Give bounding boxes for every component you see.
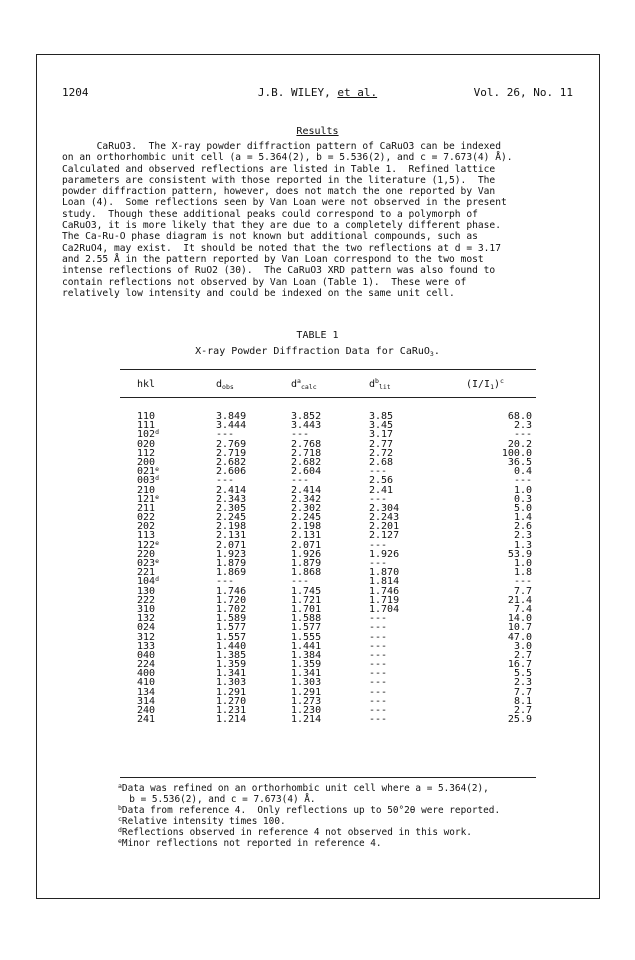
- dlit-sup: b: [375, 377, 379, 385]
- cell-dcalc: 1.384: [291, 649, 322, 661]
- cell-intensity: 2.3: [513, 420, 532, 432]
- cell-dcalc: 2.245: [291, 512, 322, 524]
- col-header-intensity: [466, 379, 504, 390]
- cell-dlit: 2.56: [369, 475, 394, 487]
- table-title-sub: 3: [429, 350, 434, 358]
- cell-hkl: 023e: [137, 557, 159, 569]
- cell-hkl: 022: [137, 512, 156, 524]
- cell-hkl: 410: [137, 677, 156, 689]
- paragraph-line: powder diffraction pattern, however, does not match the one reported by Van: [62, 186, 496, 198]
- cell-hkl: 110: [137, 411, 156, 422]
- cell-dobs: ---: [216, 475, 235, 487]
- cell-dcalc: 1.701: [291, 603, 322, 615]
- cell-dobs: 1.746: [216, 585, 247, 597]
- table-title-text: X-ray Powder Diffraction Data for CaRuO: [195, 346, 430, 357]
- cell-intensity: 5.5: [513, 668, 532, 680]
- cell-dlit: 2.41: [369, 484, 394, 496]
- cell-dobs: 2.719: [216, 447, 247, 459]
- cell-dlit: 2.77: [369, 438, 394, 450]
- cell-hkl: 133: [137, 640, 156, 652]
- cell-intensity: 36.5: [507, 456, 532, 468]
- cell-intensity: 8.1: [513, 695, 532, 707]
- footnote-text: b = 5.536(2), and c = 7.673(4) Å.: [118, 794, 316, 805]
- paragraph-line: intense reflections of RuO2 (30). The CaRuO3 XRD pattern was also found to: [62, 265, 496, 277]
- cell-hkl: 312: [137, 631, 156, 643]
- cell-intensity: ---: [513, 429, 532, 441]
- table-top-rule: [120, 369, 536, 370]
- cell-dobs: 2.198: [216, 521, 247, 533]
- cell-hkl: 220: [137, 548, 156, 560]
- cell-intensity: 10.7: [507, 622, 532, 634]
- cell-dcalc: 2.071: [291, 539, 322, 551]
- cell-dcalc: 1.868: [291, 567, 322, 579]
- cell-hkl: 134: [137, 686, 156, 698]
- cell-dcalc: 1.577: [291, 622, 322, 634]
- cell-dlit: 1.719: [369, 594, 400, 606]
- cell-dobs: ---: [216, 576, 235, 588]
- footnote-line: [118, 805, 578, 816]
- table-row: [0, 421, 635, 430]
- cell-dlit: ---: [369, 686, 388, 698]
- cell-hkl: 024: [137, 622, 156, 634]
- col-header-dobs: [216, 379, 234, 390]
- cell-dobs: 1.869: [216, 567, 247, 579]
- dcalc-sup: a: [297, 377, 301, 385]
- cell-dlit: ---: [369, 668, 388, 680]
- cell-dcalc: ---: [291, 429, 310, 441]
- cell-dlit: ---: [369, 649, 388, 661]
- cell-intensity: 7.7: [513, 686, 532, 698]
- cell-hkl: 221: [137, 567, 156, 579]
- cell-dobs: 1.231: [216, 705, 247, 716]
- paragraph-line: and 2.55 Å in the pattern reported by Van Loan correspond to the two most: [62, 253, 484, 265]
- cell-dlit: ---: [369, 493, 388, 505]
- cell-intensity: 20.2: [507, 438, 532, 450]
- cell-dcalc: 1.214: [291, 714, 322, 726]
- footnote-line: [118, 827, 578, 838]
- cell-dobs: 1.440: [216, 640, 247, 652]
- table-label: TABLE 1: [296, 330, 339, 341]
- cell-dcalc: 1.273: [291, 695, 322, 707]
- cell-hkl: 211: [137, 502, 156, 514]
- cell-intensity: 1.0: [513, 558, 532, 569]
- cell-dcalc: 1.230: [291, 705, 322, 716]
- col-header-dlit: [369, 379, 391, 390]
- cell-intensity: 14.0: [507, 613, 532, 625]
- col-header-hkl: hkl: [137, 379, 156, 390]
- cell-hkl-note: e: [155, 557, 159, 565]
- cell-dcalc: 1.721: [291, 594, 322, 606]
- cell-intensity: 2.7: [513, 649, 532, 661]
- cell-dlit: 2.201: [369, 521, 400, 533]
- footnote-mark: d: [118, 826, 122, 834]
- cell-dobs: 3.849: [216, 411, 247, 422]
- dcalc-sub: calc: [300, 383, 317, 391]
- cell-dlit: ---: [369, 539, 388, 551]
- table-body: [0, 412, 635, 724]
- cell-dlit: 1.704: [369, 603, 400, 615]
- cell-hkl: 020: [137, 438, 156, 450]
- cell-dcalc: 2.302: [291, 502, 322, 514]
- cell-dlit: 1.926: [369, 548, 400, 560]
- cell-intensity: 2.3: [513, 677, 532, 689]
- authors-text: J.B. WILEY,: [257, 86, 338, 99]
- int-suffix: ): [494, 379, 501, 390]
- authors-etal: et al.: [337, 86, 378, 99]
- cell-hkl-note: d: [155, 474, 159, 483]
- footnote-line: [118, 838, 578, 849]
- cell-dlit: ---: [369, 466, 388, 478]
- cell-hkl: 202: [137, 521, 156, 533]
- page-number: 1204: [62, 86, 89, 99]
- footnote-mark: c: [118, 815, 122, 823]
- cell-hkl: 021e: [137, 465, 159, 478]
- cell-dobs: 1.291: [216, 686, 247, 698]
- footnote-line: [118, 783, 578, 794]
- table-row: [0, 715, 635, 724]
- cell-intensity: 1.4: [513, 512, 532, 524]
- cell-dlit: 1.870: [369, 567, 400, 579]
- cell-hkl: 132: [137, 613, 156, 625]
- dlit-sub: lit: [378, 383, 391, 391]
- cell-intensity: 68.0: [507, 411, 532, 422]
- cell-intensity: 0.3: [513, 493, 532, 505]
- cell-dcalc: 1.588: [291, 613, 322, 625]
- int-sup: c: [500, 377, 504, 385]
- cell-hkl-note: e: [155, 538, 159, 547]
- table-footnotes: [118, 783, 578, 849]
- cell-intensity: 7.4: [513, 603, 532, 615]
- cell-intensity: 25.9: [507, 714, 532, 726]
- footnote-text: Relative intensity times 100.: [121, 816, 286, 827]
- cell-intensity: 1.3: [513, 539, 532, 551]
- paragraph-line: CaRuO3. The X-ray powder diffraction pattern of CaRuO3 can be indexed: [62, 141, 501, 152]
- cell-dcalc: 2.682: [291, 456, 322, 468]
- cell-dlit: 2.243: [369, 512, 400, 524]
- cell-intensity: ---: [513, 576, 532, 588]
- cell-dlit: 2.304: [369, 502, 400, 514]
- cell-dlit: 2.68: [369, 456, 394, 468]
- footnote-text: Data was refined on an orthorhombic unit cell where a = 5.364(2),: [121, 783, 489, 794]
- cell-intensity: 21.4: [507, 594, 532, 606]
- cell-dobs: 1.589: [216, 613, 247, 625]
- cell-dobs: 2.682: [216, 456, 247, 468]
- cell-dcalc: 1.879: [291, 558, 322, 569]
- table-bottom-rule: [120, 777, 536, 778]
- dobs-d: d: [216, 379, 223, 390]
- cell-dlit: ---: [369, 631, 388, 643]
- cell-hkl: 241: [137, 714, 156, 726]
- cell-hkl: 400: [137, 668, 156, 680]
- cell-dcalc: 1.291: [291, 686, 322, 698]
- cell-dobs: 1.702: [216, 603, 247, 615]
- cell-hkl: 113: [137, 530, 156, 542]
- cell-dobs: 1.720: [216, 594, 247, 606]
- cell-dcalc: 2.768: [291, 438, 322, 450]
- cell-intensity: ---: [513, 475, 532, 487]
- cell-dcalc: 1.359: [291, 659, 322, 671]
- cell-dcalc: 3.852: [291, 411, 322, 422]
- footnote-line: [118, 794, 578, 805]
- cell-hkl: 122e: [137, 538, 159, 551]
- cell-dcalc: 2.604: [291, 466, 322, 478]
- cell-hkl: 121e: [137, 492, 159, 505]
- footnote-line: [118, 816, 578, 827]
- cell-dlit: 3.85: [369, 411, 394, 422]
- table-title: [0, 346, 635, 357]
- cell-dobs: 1.577: [216, 622, 247, 634]
- cell-intensity: 2.3: [513, 530, 532, 542]
- cell-dobs: 1.359: [216, 659, 247, 671]
- cell-hkl: 224: [137, 659, 156, 671]
- cell-intensity: 1.0: [513, 484, 532, 496]
- cell-dobs: 1.557: [216, 631, 247, 643]
- cell-dlit: ---: [369, 705, 388, 716]
- cell-dcalc: 2.131: [291, 530, 322, 542]
- paragraph-line: on an orthorhombic unit cell (a = 5.364(2), b = 5.536(2), and c = 7.673(4) Å).: [62, 152, 513, 164]
- paragraph-line: The Ca-Ru-O phase diagram is not known but additional compounds, such as: [62, 231, 478, 243]
- footnote-mark: b: [118, 804, 122, 812]
- cell-dcalc: 1.555: [291, 631, 322, 643]
- cell-hkl: 210: [137, 484, 156, 496]
- cell-hkl: 040: [137, 649, 156, 661]
- cell-dlit: 1.746: [369, 585, 400, 597]
- cell-dobs: 2.769: [216, 438, 247, 450]
- cell-dobs: 2.131: [216, 530, 247, 542]
- int-sub: 1: [490, 383, 495, 391]
- cell-intensity: 0.4: [513, 466, 532, 478]
- cell-dlit: ---: [369, 659, 388, 671]
- cell-dobs: 2.343: [216, 493, 247, 505]
- cell-dcalc: 1.441: [291, 640, 322, 652]
- cell-dobs: 2.305: [216, 502, 247, 514]
- table-header-rule: [120, 397, 536, 398]
- paragraph-line: relatively low intensity and could be indexed on the same unit cell.: [62, 287, 455, 299]
- cell-hkl: 314: [137, 695, 156, 707]
- footnote-text: Reflections observed in reference 4 not observed in this work.: [121, 827, 472, 838]
- footnote-mark: e: [118, 837, 122, 845]
- cell-intensity: 1.8: [513, 567, 532, 579]
- cell-hkl: 240: [137, 705, 156, 716]
- table-row: [0, 467, 635, 476]
- cell-dobs: 1.385: [216, 649, 247, 661]
- cell-dcalc: 2.414: [291, 484, 322, 496]
- cell-dcalc: 2.718: [291, 447, 322, 459]
- cell-intensity: 47.0: [507, 631, 532, 643]
- cell-intensity: 53.9: [507, 548, 532, 560]
- cell-dobs: 3.444: [216, 420, 247, 432]
- paragraph-line: CaRuO3, it is more likely that they are due to a completely different phase.: [62, 220, 501, 232]
- cell-hkl: 222: [137, 594, 156, 606]
- cell-intensity: 2.6: [513, 521, 532, 533]
- cell-intensity: 5.0: [513, 502, 532, 514]
- int-prefix: (I/I: [466, 379, 491, 390]
- cell-dobs: 2.245: [216, 512, 247, 524]
- col-header-dcalc: [291, 379, 317, 390]
- cell-hkl: 112: [137, 447, 156, 459]
- cell-dlit: ---: [369, 613, 388, 625]
- results-paragraph: [62, 141, 578, 299]
- cell-dobs: 2.414: [216, 484, 247, 496]
- footnote-text: Data from reference 4. Only reflections up to 50°2θ were reported.: [121, 805, 501, 816]
- cell-dlit: ---: [369, 677, 388, 689]
- cell-dcalc: 1.303: [291, 677, 322, 689]
- cell-hkl-note: d: [155, 428, 159, 437]
- cell-hkl: 130: [137, 585, 156, 597]
- cell-dlit: 2.127: [369, 530, 400, 542]
- cell-dobs: 1.879: [216, 558, 247, 569]
- section-title: Results: [296, 126, 339, 137]
- cell-intensity: 7.7: [513, 585, 532, 597]
- cell-dcalc: 1.341: [291, 668, 322, 680]
- cell-dobs: 1.341: [216, 668, 247, 680]
- paragraph-line: Ca2RuO4, may exist. It should be noted that the two reflections at d = 3.17: [62, 242, 501, 254]
- cell-dlit: 2.72: [369, 447, 394, 459]
- cell-hkl: 310: [137, 603, 156, 615]
- cell-intensity: 3.0: [513, 640, 532, 652]
- cell-hkl: 003$^d$: [137, 474, 159, 487]
- cell-dcalc: ---: [291, 576, 310, 588]
- cell-dobs: 1.303: [216, 677, 247, 689]
- cell-hkl: 111: [137, 420, 156, 432]
- journal-volume: Vol. 26, No. 11: [473, 86, 573, 99]
- cell-hkl: 104$^d$: [137, 575, 159, 588]
- table-title-suffix: .: [433, 346, 440, 357]
- cell-dcalc: 2.342: [291, 493, 322, 505]
- footnote-mark: a: [118, 782, 122, 790]
- paragraph-line: study. Though these additional peaks could correspond to a polymorph of: [62, 208, 478, 220]
- cell-dobs: 2.071: [216, 539, 247, 551]
- table-row: [0, 568, 635, 577]
- footnote-text: Minor reflections not reported in reference 4.: [121, 838, 382, 849]
- cell-dlit: ---: [369, 640, 388, 652]
- cell-dobs: 1.270: [216, 695, 247, 707]
- cell-hkl: 102$^d$: [137, 428, 159, 441]
- cell-dobs: ---: [216, 429, 235, 441]
- cell-hkl: 200: [137, 456, 156, 468]
- cell-dlit: 1.814: [369, 576, 400, 588]
- cell-dcalc: 3.443: [291, 420, 322, 432]
- paragraph-line: Loan (4). Some reflections seen by Van Loan were not observed in the present: [62, 197, 507, 209]
- cell-dcalc: ---: [291, 475, 310, 487]
- dcalc-d: d: [291, 379, 298, 390]
- dlit-d: d: [369, 379, 376, 390]
- cell-dcalc: 2.198: [291, 521, 322, 533]
- cell-intensity: 100.0: [501, 447, 532, 459]
- dobs-sub: obs: [222, 383, 234, 391]
- cell-intensity: 2.7: [513, 705, 532, 716]
- cell-dcalc: 1.926: [291, 548, 322, 560]
- cell-hkl-note: e: [155, 492, 159, 501]
- cell-dlit: ---: [369, 622, 388, 634]
- paragraph-line: contain reflections not observed by Van Loan (Table 1). These were of: [62, 276, 467, 288]
- cell-dlit: 3.17: [369, 429, 394, 441]
- cell-dlit: ---: [369, 695, 388, 707]
- cell-intensity: 16.7: [507, 659, 532, 671]
- paragraph-line: parameters are consistent with those reported in the literature (1,5). The: [62, 174, 496, 186]
- paragraph-line: Calculated and observed reflections are listed in Table 1. Refined lattice: [62, 163, 496, 175]
- cell-dobs: 2.606: [216, 466, 247, 478]
- cell-dlit: 3.45: [369, 420, 394, 432]
- cell-dlit: ---: [369, 714, 388, 726]
- cell-dcalc: 1.745: [291, 585, 322, 597]
- cell-dlit: ---: [369, 558, 388, 569]
- cell-dobs: 1.214: [216, 714, 247, 726]
- cell-hkl-note: d: [155, 575, 159, 584]
- cell-hkl-note: e: [155, 465, 159, 474]
- cell-dobs: 1.923: [216, 548, 247, 560]
